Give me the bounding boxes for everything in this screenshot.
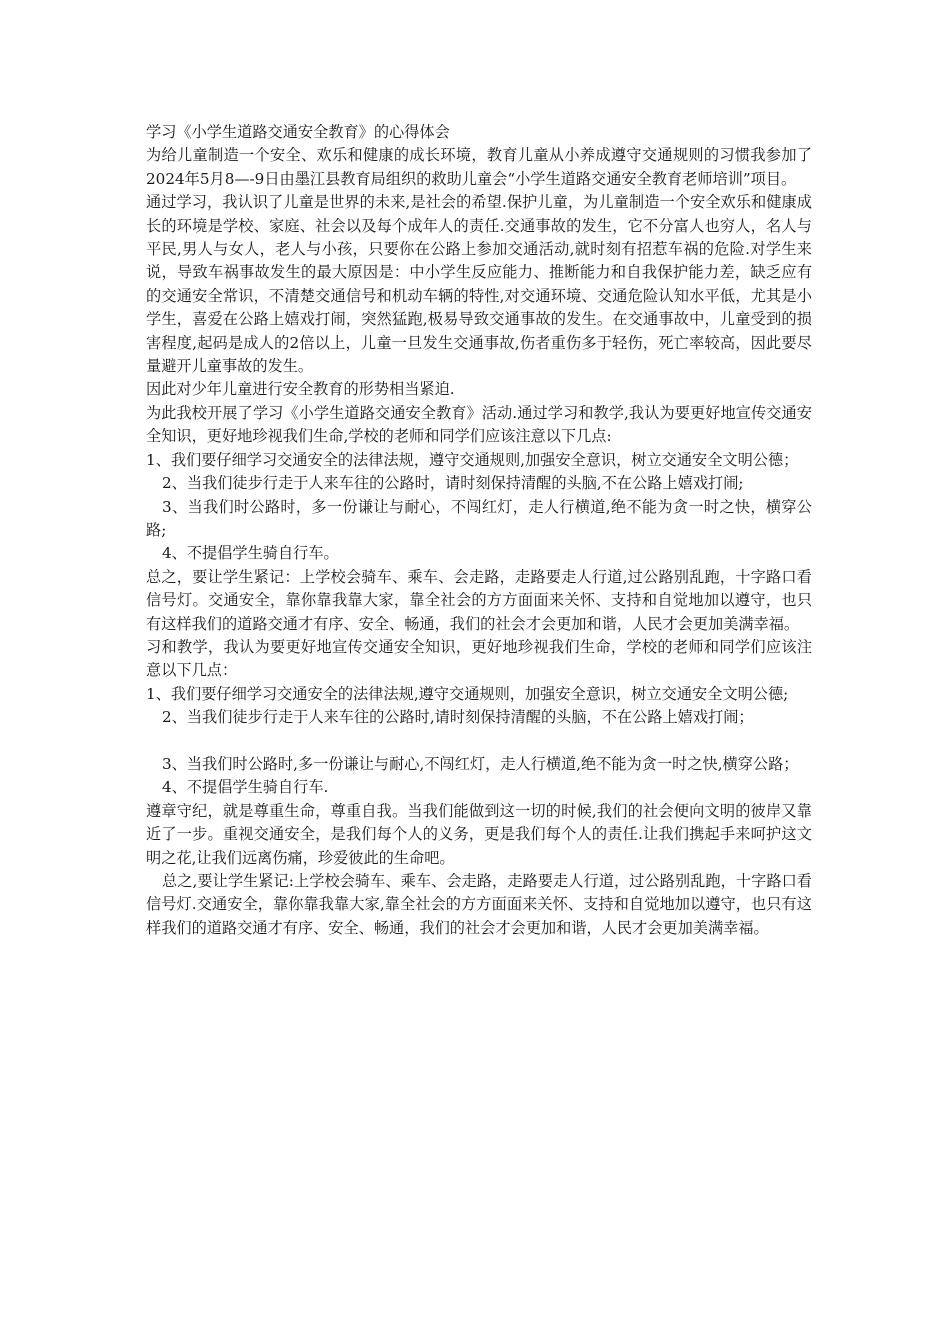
paragraph-activity: 为此我校开展了学习《小学生道路交通安全教育》活动.通过学习和教学,我认为要更好地宣传交通安全知识，更好地珍视我们生命,学校的老师和同学们应该注意以下几点: <box>146 403 812 446</box>
paragraph-learning: 通过学习，我认识了儿童是世界的未来,是社会的希望.保护儿童，为儿童制造一个安全欢乐和健康成长的环境是学校、家庭、社会以及每个成年人的责任.交通事故的发生，它不分富人也穷人，名人与平民,男人与女人，老人与小孩，只要你在公路上参加交通活动,就时刻有招惹车祸的危险.对学生来说，导致车祸事故发生的最大原因是：中小学生反应能力、推断能力和自我保护能力差，缺乏应有的交通安全常识，不清楚交通信号和机动车辆的特性,对交通环境、交通危险认知水平低，尤其是小学生，喜爱在公路上嬉戏打闹，突然猛跑,极易导致交通事故的发生。在交通事故中，儿童受到的损害程度,起码是成人的2倍以上，儿童一旦发生交通事故,伤者重伤多于轻伤，死亡率较高，因此要尽量避开儿童事故的发生。 <box>146 193 812 376</box>
repeat-list-item-1: 1、我们要仔细学习交通安全的法律法规,遵守交通规则，加强安全意识，树立交通安全文明公德; <box>146 684 789 703</box>
list-item-4: 4、不提倡学生骑自行车。 <box>162 544 339 563</box>
paragraph-urgency: 因此对少年儿童进行安全教育的形势相当紧迫. <box>146 380 455 399</box>
document-page <box>146 121 812 940</box>
paragraph-intro: 为给儿童制造一个安全、欢乐和健康的成长环境，教育儿童从小养成遵守交通规则的习惯我参加了2024年5月8—-9日由墨江县教育局组织的救助儿童会“小学生道路交通安全教育老师培训”项目。 <box>146 146 812 188</box>
paragraph-summary: 总之，要让学生紧记：上学校会骑车、乘车、会走路，走路要走人行道,过公路别乱跑，十字路口看信号灯。交通安全，靠你靠我靠大家，靠全社会的方方面面来关怀、支持和自觉地加以遵守，也只有这样我们的道路交通才有序、安全、畅通，我们的社会才会更加和谐，人民才会更加美满幸福。 <box>146 567 812 633</box>
repeat-list-item-2: 2、当我们徒步行走于人来车往的公路时,请时刻保持清醒的头脑，不在公路上嬉戏打闹； <box>162 708 754 727</box>
paragraph-discipline: 遵章守纪，就是尊重生命，尊重自我。当我们能做到这一切的时候,我们的社会便向文明的彼岸又靠近了一步。重视交通安全，是我们每个人的义务，更是我们每个人的责任.让我们携起手来呵护这文明之花,让我们远离伤痛，珍爱彼此的生命吧。 <box>146 801 812 867</box>
list-item-1: 1、我们要仔细学习交通安全的法律法规，遵守交通规则,加强安全意识，树立交通安全文明公德； <box>146 450 799 469</box>
list-item-2: 2、当我们徒步行走于人来车往的公路时，请时刻保持清醒的头脑,不在公路上嬉戏打闹; <box>162 474 744 493</box>
repeat-list-item-3: 3、当我们时公路时,多一份谦让与耐心,不闯红灯，走人行横道,绝不能为贪一时之快,横穿公路； <box>162 754 799 773</box>
paragraph-repeat-intro: 习和教学，我认为要更好地宣传交通安全知识，更好地珍视我们生命，学校的老师和同学们应该注意以下几点： <box>146 637 812 680</box>
paragraph-conclusion: 总之,要让学生紧记:上学校会骑车、乘车、会走路，走路要走人行道，过公路别乱跑，十字路口看信号灯.交通安全，靠你靠我靠大家,靠全社会的方方面面来关怀、支持和自觉地加以遵守，也只有这样我们的道路交通才有序、安全、畅通，我们的社会才会更加和谐，人民才会更加美满幸福。 <box>146 871 812 937</box>
document-title: 学习《小学生道路交通安全教育》的心得体会 <box>146 123 450 141</box>
list-item-3: 3、当我们时公路时，多一份谦让与耐心，不闯红灯，走人行横道,绝不能为贪一时之快，横穿公路; <box>146 497 812 539</box>
repeat-list-item-4: 4、不提倡学生骑自行车. <box>162 778 329 797</box>
